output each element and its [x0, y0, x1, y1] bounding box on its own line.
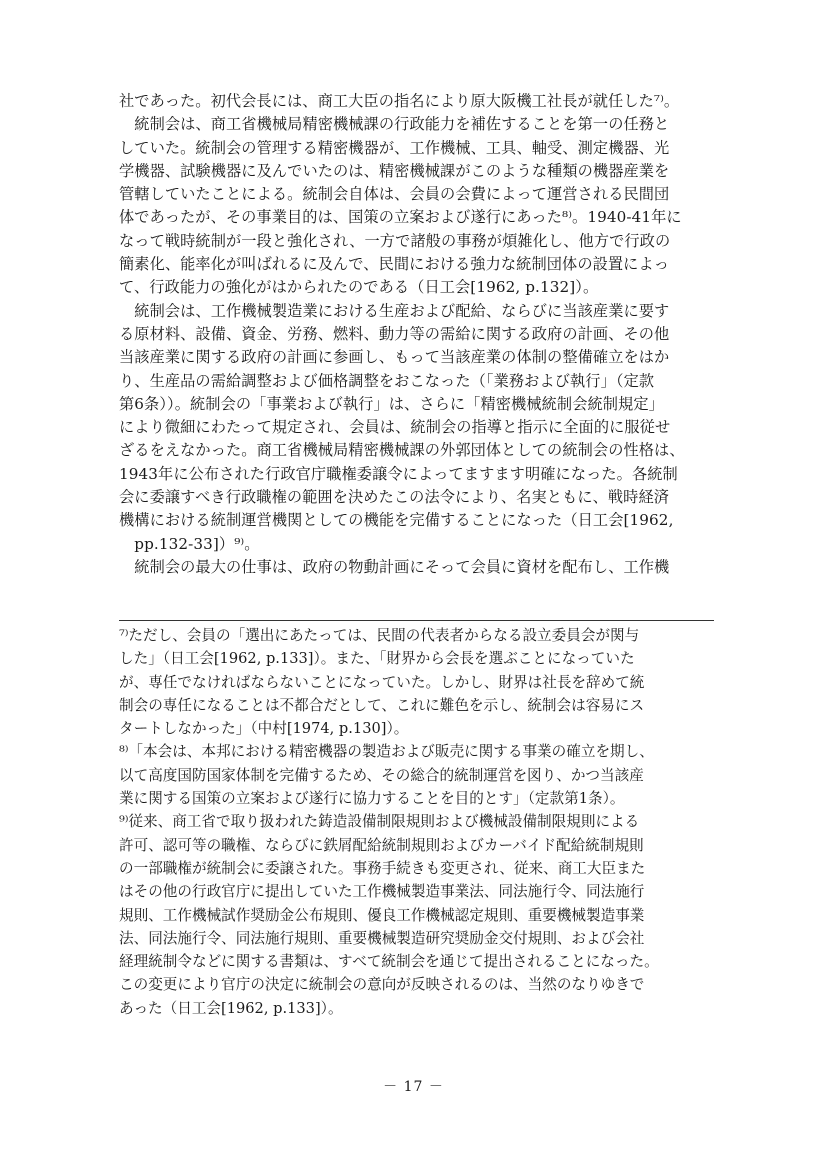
main-text: [119, 90, 716, 579]
footnote-line: 法、同法施行令、同法施行規則、重要機械製造研究奨励金交付規則、および会社: [119, 929, 645, 947]
body-line: により微細にわたって規定され、会員は、統制会の指導と指示に全面的に服従せ: [119, 418, 671, 437]
body-line: 会に委譲すべき行政職権の範囲を決めたこの法令により、名実ともに、戦時経済: [119, 488, 670, 507]
body-line: 社であった。初代会長には、商工大臣の指名により原大阪機工社長が就任した⁷⁾。: [119, 92, 680, 110]
body-line: る原材料、設備、資金、労務、燃料、動力等の需給に関する政府の計画、その他: [119, 324, 670, 343]
body-line: pp.132-33]）⁹⁾。: [119, 534, 260, 553]
body-line: 機構における統制運営機関としての機能を完備することになった（日工会[1962,: [119, 511, 674, 530]
footnote-line: タートしなかった」（中村[1974, p.130]）。: [119, 720, 409, 738]
body-line: 統制会は、商工省機械局精密機械課の行政能力を補佐することを第一の任務と: [119, 115, 670, 134]
footnote-line: 制会の専任になることは不都合だとして、これに難色を示し、統制会は容易にス: [119, 696, 645, 714]
body-line: 統制会は、工作機械製造業における生産および配給、ならびに当該産業に要す: [119, 301, 670, 320]
body-line: ざるをえなかった。商工省機械局精密機械課の外郭団体としての統制会の性格は、: [119, 441, 685, 460]
footnotes: [119, 624, 716, 1020]
footnote-separator: [119, 620, 714, 621]
body-line: していた。統制会の管理する精密機器が、工作機械、工具、軸受、測定機器、光: [119, 138, 670, 157]
footnote-line: が、専任でなければならないことになっていた。しかし、財界は社長を辞めて統: [119, 673, 645, 691]
body-line: 体であったが、その事業目的は、国策の立案および遂行にあった⁸⁾。1940-41年に: [119, 208, 682, 227]
footnote-line: はその他の行政官庁に提出していた工作機械製造事業法、同法施行令、同法施行: [119, 883, 645, 901]
footnote-line: あった（日工会[1962, p.133]）。: [119, 999, 343, 1017]
footnote-line: 以て高度国防国家体制を完備するため、その総合的統制運営を図り、かつ当該産: [119, 766, 644, 784]
body-line: なって戦時統制が一段と強化され、一方で諸般の事務が煩雑化し、他方で行政の: [119, 231, 671, 250]
footnote-line: の一部職権が統制会に委譲された。事務手続きも変更され、従来、商工大臣また: [119, 859, 646, 877]
footnote-line: 経理統制令などに関する書類は、すべて統制会を通じて提出されることになった。: [119, 953, 659, 971]
footnote-line: した」（日工会[1962, p.133]）。また、「財界から会長を選ぶことになっていた: [119, 650, 635, 668]
body-line: 統制会の最大の仕事は、政府の物動計画にそって会員に資材を配布し、工作機: [119, 557, 670, 576]
body-line: て、行政能力の強化がはかられたのである（日工会[1962, p.132]）。: [119, 278, 599, 297]
footnote-line: 規則、工作機械試作奨励金公布規則、優良工作機械認定規則、重要機械製造事業: [119, 906, 645, 924]
body-line: 簡素化、能率化が叫ばれるに及んで、民間における強力な統制団体の設置によっ: [119, 255, 670, 274]
footnote-line: ⁹⁾従来、商工省で取り扱われた鋳造設備制限規則および機械設備制限規則による: [119, 813, 640, 831]
body-line: り、生産品の需給調整および価格調整をおこなった（「業務および執行」（定款: [119, 371, 655, 390]
page-number: － 17 －: [383, 1079, 444, 1095]
footnote-line: ⁸⁾「本会は、本邦における精密機器の製造および販売に関する事業の確立を期し、: [119, 743, 654, 761]
footnote-line: 許可、認可等の職権、ならびに鉄屑配給統制規則およびカーバイド配給統制規則: [119, 836, 644, 854]
body-line: 1943年に公布された行政官庁職権委譲令によってますます明確になった。各統制: [119, 464, 678, 483]
body-line: 学機器、試験機器に及んでいたのは、精密機械課がこのような種類の機器産業を: [119, 161, 670, 180]
footnote-line: ⁷⁾ただし、会員の「選出にあたっては、民間の代表者からなる設立委員会が関与: [119, 627, 640, 644]
footnote-line: この変更により官庁の決定に統制会の意向が反映されるのは、当然のなりゆきで: [119, 976, 645, 994]
body-line: 管轄していたことによる。統制会自体は、会員の会費によって運営される民間団: [119, 185, 670, 204]
footnote-line: 業に関する国策の立案および遂行に協力することを目的とす」（定款第1条）。: [119, 790, 625, 808]
body-line: 第6条））。統制会の「事業および執行」は、さらに「精密機械統制会統制規定」: [119, 394, 664, 413]
body-line: 当該産業に関する政府の計画に参画し、もって当該産業の体制の整備確立をはか: [119, 348, 670, 367]
